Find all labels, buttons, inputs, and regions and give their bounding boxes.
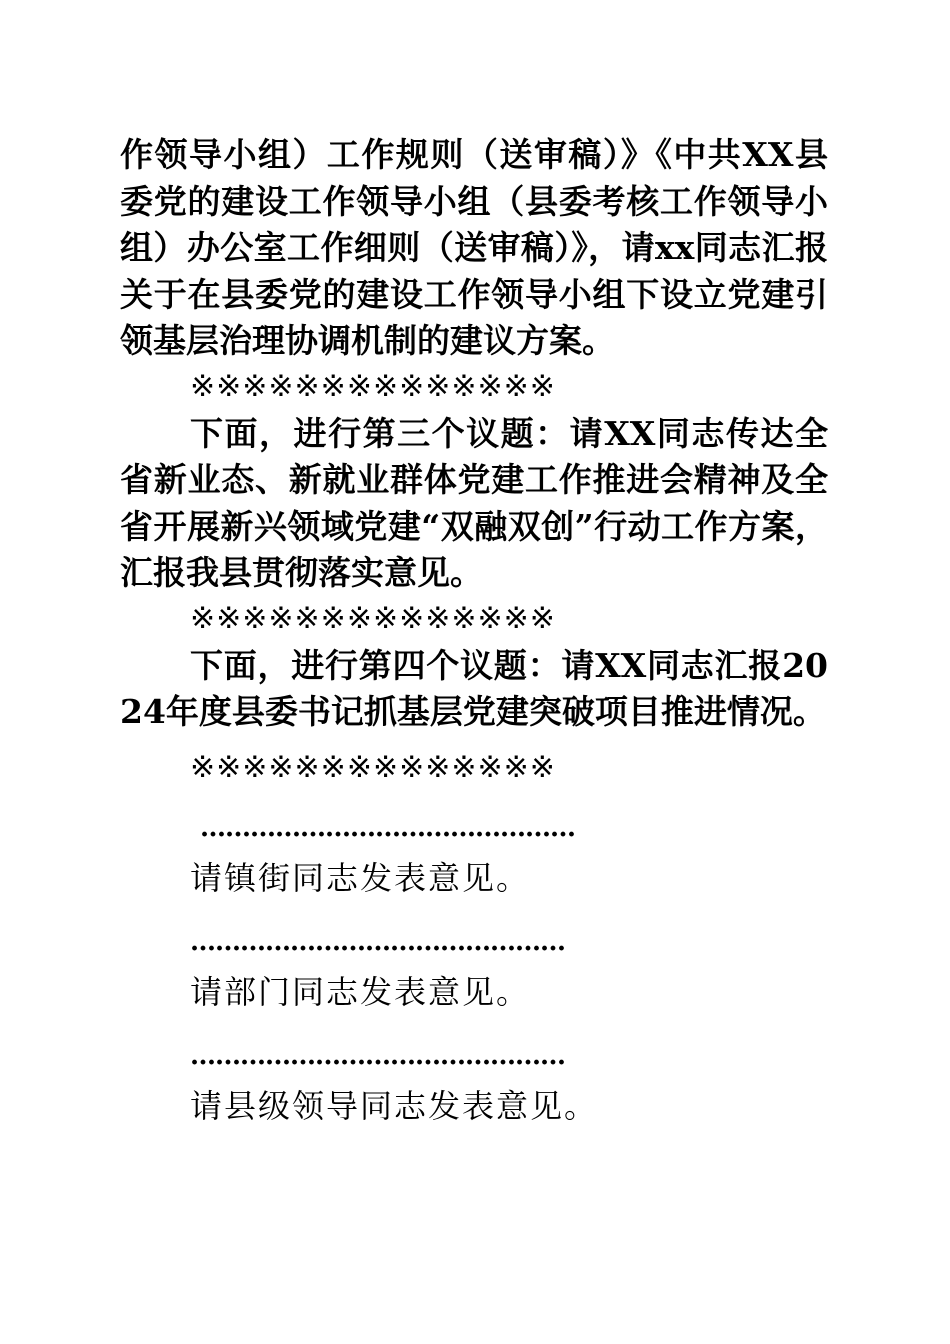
ellipsis-line-3: ……………………………………… (190, 1040, 565, 1071)
ellipsis-line-2: ……………………………………… (190, 926, 565, 957)
separator-line-1: ※※※※※※※※※※※※※※ (190, 368, 556, 404)
county-leader-opinion-text: 请县级领导同志发表意见。 (190, 1086, 599, 1125)
ellipsis-line-1: ……………………………………… (200, 812, 575, 843)
document-page (120, 132, 828, 1136)
separator-line-3: ※※※※※※※※※※※※※※ (190, 749, 556, 785)
paragraph-topic-3: 下面，进行第三个议题：请XX同志传达全省新业态、新就业群体党建工作推进会精神及全省开展新兴领域党建“双融双创”行动工作方案，汇报我县贯彻落实意见。 (120, 413, 828, 592)
town-opinion-text: 请镇街同志发表意见。 (190, 858, 531, 897)
separator-line-2: ※※※※※※※※※※※※※※ (190, 600, 556, 636)
paragraph-continuation: 作领导小组）工作规则（送审稿）》《中共XX县委党的建设工作领导小组（县委考核工作领导小组）办公室工作细则（送审稿）》，请xx同志汇报关于在县委党的建设工作领导小组下设立党建引领基层治理协调机制的建议方案。 (120, 135, 828, 360)
paragraph-topic-4: 下面，进行第四个议题：请XX同志汇报2024年度县委书记抓基层党建突破项目推进情况。 (120, 645, 828, 731)
department-opinion-text: 请部门同志发表意见。 (190, 972, 531, 1011)
